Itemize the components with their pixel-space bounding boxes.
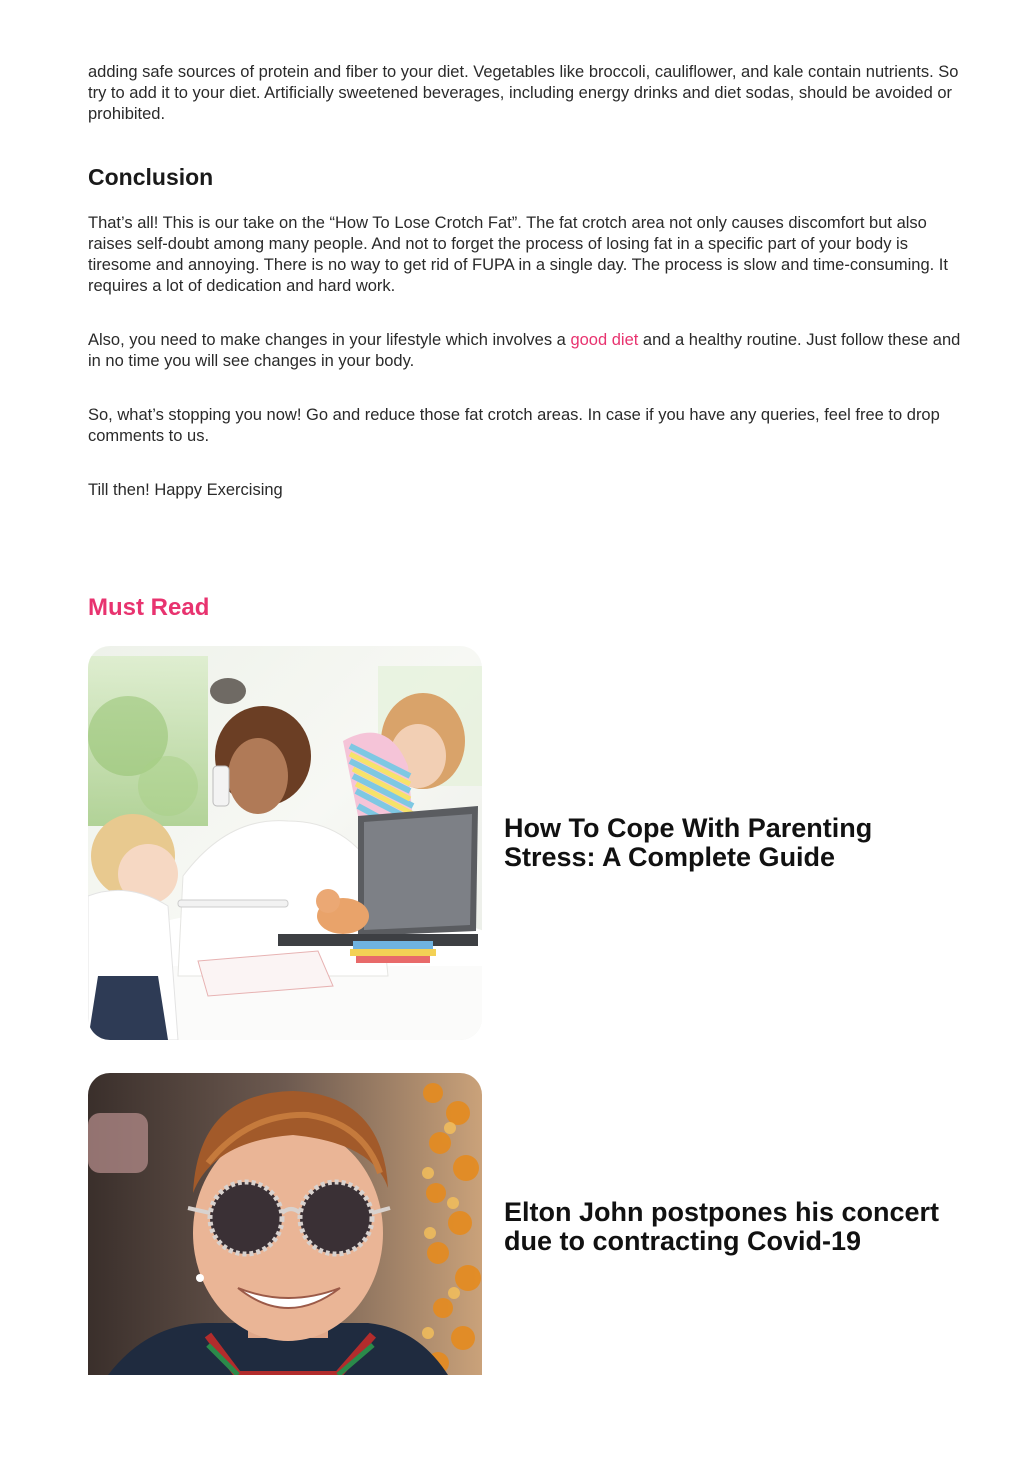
intro-paragraph: adding safe sources of protein and fiber to your diet. Vegetables like broccoli, cauliflower, and kale contain nutrients. So try to add it to your diet. Artificially sweetened beverages, including energy drinks and diet sodas, should be avoided or prohibited.	[88, 63, 959, 123]
good-diet-link[interactable]: good diet	[570, 331, 639, 349]
parenting-photo[interactable]	[88, 646, 482, 1040]
must-read-card-elton[interactable]	[88, 1073, 968, 1467]
must-read-card-parenting[interactable]	[88, 646, 968, 1040]
card-title-parenting[interactable]: How To Cope With Parenting Stress: A Complete Guide	[504, 813, 873, 872]
article-body	[88, 62, 968, 623]
conclusion-paragraph-1: That’s all! This is our take on the “How To Lose Crotch Fat”. The fat crotch area not only causes discomfort but also raises self-doubt among many people. And not to forget the process of losing fat in a specific part of your body is tiresome and annoying. There is no way to get rid of FUPA in a single day. The process is slow and time-consuming. It requires a lot of dedication and hard work.	[88, 214, 948, 295]
conclusion-paragraph-2	[88, 330, 968, 372]
conclusion-paragraph-4: Till then! Happy Exercising	[88, 481, 283, 499]
must-read-heading: Must Read	[88, 594, 210, 621]
conclusion-paragraph-2-end: and a healthy routine. Just follow these and in no time you will see changes in your body.	[88, 331, 961, 370]
conclusion-heading: Conclusion	[88, 164, 214, 190]
card-title-elton[interactable]: Elton John postpones his concert due to contracting Covid-19	[504, 1197, 940, 1256]
elton-john-photo[interactable]	[88, 1073, 482, 1375]
conclusion-paragraph-2-start: Also, you need to make changes in your lifestyle which involves a	[88, 331, 571, 349]
conclusion-paragraph-3: So, what’s stopping you now! Go and reduce those fat crotch areas. In case if you have any queries, feel free to drop comments to us.	[88, 406, 940, 445]
